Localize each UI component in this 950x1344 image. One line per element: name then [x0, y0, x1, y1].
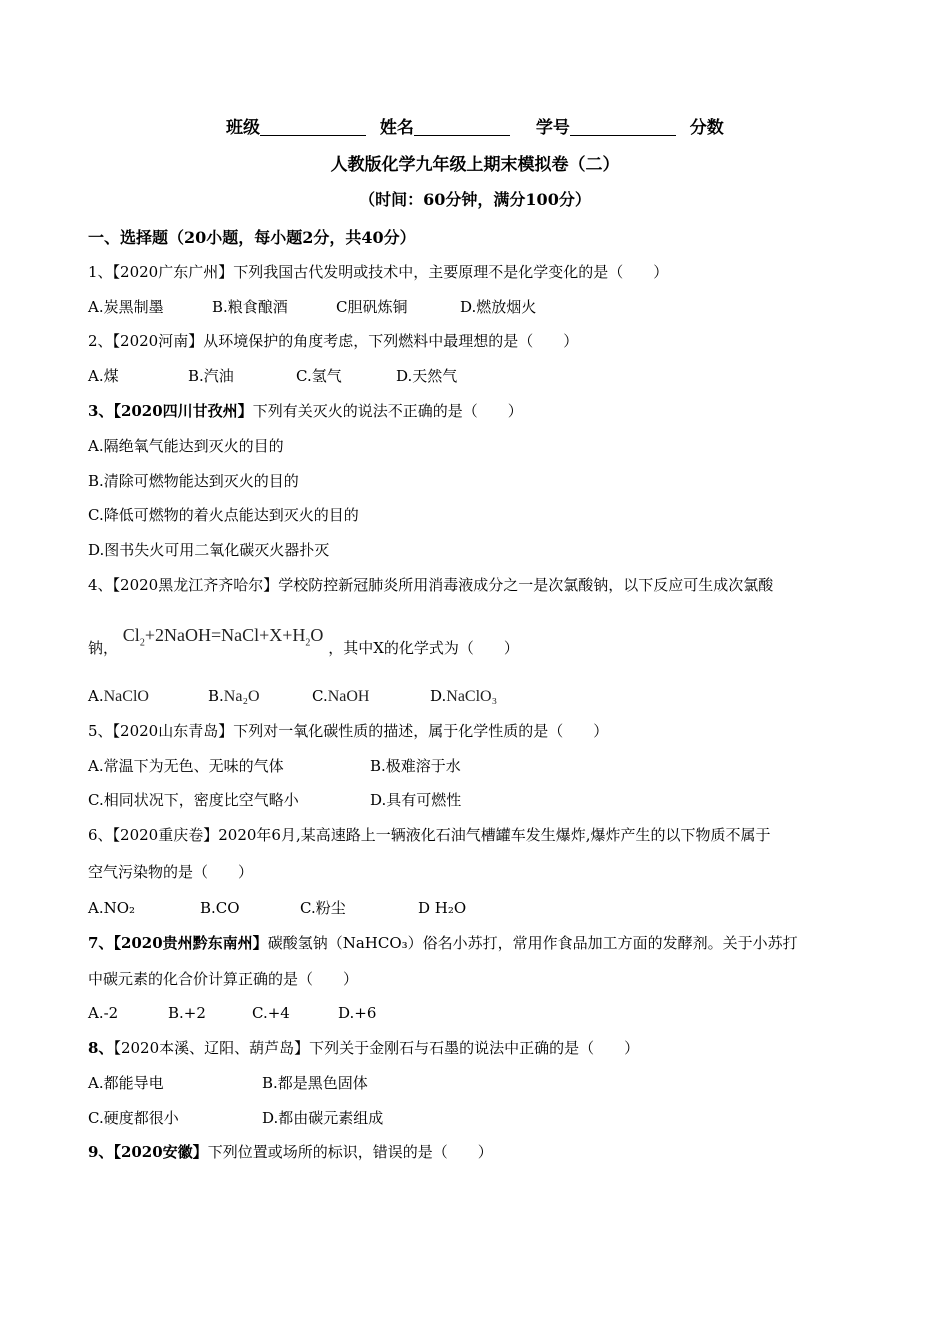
question-7	[88, 933, 798, 953]
question-number: 5、	[88, 722, 113, 740]
question-number: 3、	[88, 402, 114, 420]
option-a[interactable]: A.都能导电	[88, 1074, 164, 1092]
option-c[interactable]: C.NaOH	[312, 687, 370, 705]
formula-subscript: 2	[305, 637, 311, 649]
question-text: 钠，	[88, 639, 119, 657]
question-source: 【2020安徽】	[113, 1143, 208, 1161]
option-d[interactable]: D.NaClO₃	[430, 687, 498, 705]
question-8	[88, 1038, 639, 1058]
option-c[interactable]: C.降低可燃物的着火点能达到灭火的目的	[88, 506, 359, 524]
question-source: 【2020四川甘孜州】	[113, 402, 253, 420]
question-number: 9、	[88, 1143, 114, 1161]
formula-part: Cl	[122, 625, 140, 645]
formula-part: +2NaOH=NaCl+X+H	[144, 625, 306, 645]
option-d[interactable]: D.都由碳元素组成	[262, 1109, 384, 1127]
question-source: 【2020广东广州】	[112, 263, 234, 281]
question-text: 碳酸氢钠（NaHCO₃）俗名小苏打，常用作食品加工方面的发酵剂。关于小苏打	[267, 934, 798, 952]
question-source: 【2020山东青岛】	[112, 722, 234, 740]
question-2	[88, 331, 578, 351]
option-d[interactable]: D.具有可燃性	[370, 791, 462, 809]
question-text: 从环境保护的角度考虑，下列燃料中最理想的是（ ）	[203, 332, 579, 350]
option-c[interactable]: C.氢气	[296, 367, 342, 385]
option-b[interactable]: B.+2	[168, 1004, 206, 1022]
exam-subtitle: （时间：60分钟，满分100分）	[359, 190, 591, 209]
option-c[interactable]: C.硬度都很小	[88, 1109, 179, 1127]
question-4-line-2	[88, 625, 519, 666]
question-text: ，其中X的化学式为（ ）	[328, 639, 519, 657]
question-number: 6、	[88, 826, 113, 844]
question-4	[88, 575, 773, 595]
student-info-row	[226, 118, 724, 138]
question-text: 学校防控新冠肺炎所用消毒液成分之一是次氯酸钠，以下反应可生成次氯酸	[278, 576, 774, 594]
question-1	[88, 262, 668, 282]
option-d[interactable]: D H₂O	[418, 899, 467, 917]
option-b[interactable]: B.CO	[200, 899, 240, 917]
option-d[interactable]: D.燃放烟火	[460, 298, 537, 316]
question-number: 4、	[88, 576, 113, 594]
id-blank[interactable]	[570, 119, 676, 136]
option-a[interactable]: A.-2	[88, 1004, 119, 1022]
question-source: 【2020河南】	[112, 332, 204, 350]
question-source: 【2020黑龙江齐齐哈尔】	[112, 576, 279, 594]
question-number: 7、	[88, 934, 114, 952]
option-b[interactable]: B.清除可燃物能达到灭火的目的	[88, 472, 299, 490]
question-6-line-2: 空气污染物的是（ ）	[88, 863, 254, 881]
question-number: 8、	[88, 1039, 114, 1057]
id-label: 学号	[535, 118, 570, 138]
question-3	[88, 401, 523, 421]
question-source: 【2020重庆卷】	[112, 826, 219, 844]
name-label: 姓名	[379, 118, 414, 138]
option-d[interactable]: D.图书失火可用二氧化碳灭火器扑灭	[88, 541, 330, 559]
question-source: 【2020贵州黔东南州】	[113, 934, 268, 952]
exam-title: 人教版化学九年级上期末模拟卷（二）	[330, 155, 620, 175]
option-a[interactable]: A.NO₂	[88, 899, 136, 917]
question-text: 下列位置或场所的标识，错误的是（ ）	[207, 1143, 493, 1161]
name-blank[interactable]	[414, 119, 510, 136]
question-number: 1、	[88, 263, 113, 281]
option-c[interactable]: C.粉尘	[300, 899, 346, 917]
option-a[interactable]: A.NaClO	[88, 687, 149, 705]
section-title: 一、选择题（20小题，每小题2分，共40分）	[88, 228, 416, 247]
option-c[interactable]: C.相同状况下，密度比空气略小	[88, 791, 299, 809]
option-a[interactable]: A.煤	[88, 367, 119, 385]
question-text: 下列关于金刚石与石墨的说法中正确的是（ ）	[309, 1039, 640, 1057]
option-a[interactable]: A.炭黑制墨	[88, 298, 164, 316]
question-5	[88, 721, 608, 741]
question-7-line-2: 中碳元素的化合价计算正确的是（ ）	[88, 970, 359, 988]
question-text: 2020年6月,某高速路上一辆液化石油气槽罐车发生爆炸,爆炸产生的以下物质不属于	[218, 826, 771, 844]
question-number: 2、	[88, 332, 113, 350]
score-label: 分数	[689, 118, 724, 138]
option-b[interactable]: B.都是黑色固体	[262, 1074, 368, 1092]
option-d[interactable]: D.天然气	[396, 367, 458, 385]
option-a[interactable]: A.隔绝氧气能达到灭火的目的	[88, 437, 284, 455]
class-label: 班级	[226, 118, 260, 138]
question-text: 下列对一氧化碳性质的描述，属于化学性质的是（ ）	[233, 722, 609, 740]
option-b[interactable]: B.Na₂O	[208, 687, 260, 705]
question-text: 下列我国古代发明或技术中，主要原理不是化学变化的是（ ）	[233, 263, 669, 281]
question-source: 【2020本溪、辽阳、葫芦岛】	[113, 1039, 310, 1057]
option-b[interactable]: B.粮食酿酒	[212, 298, 288, 316]
formula-subscript: 2	[139, 637, 145, 649]
option-d[interactable]: D.+6	[338, 1004, 377, 1022]
class-blank[interactable]	[260, 119, 366, 136]
option-c[interactable]: C.+4	[252, 1004, 290, 1022]
question-text: 下列有关灭火的说法不正确的是（ ）	[252, 402, 523, 420]
question-9	[88, 1142, 493, 1162]
option-b[interactable]: B.极难溶于水	[370, 757, 461, 775]
chemical-equation	[122, 625, 324, 649]
formula-part: O	[310, 625, 324, 645]
option-c[interactable]: C胆矾炼铜	[336, 298, 408, 316]
option-a[interactable]: A.常温下为无色、无味的气体	[88, 757, 284, 775]
option-b[interactable]: B.汽油	[188, 367, 234, 385]
question-6	[88, 825, 771, 845]
